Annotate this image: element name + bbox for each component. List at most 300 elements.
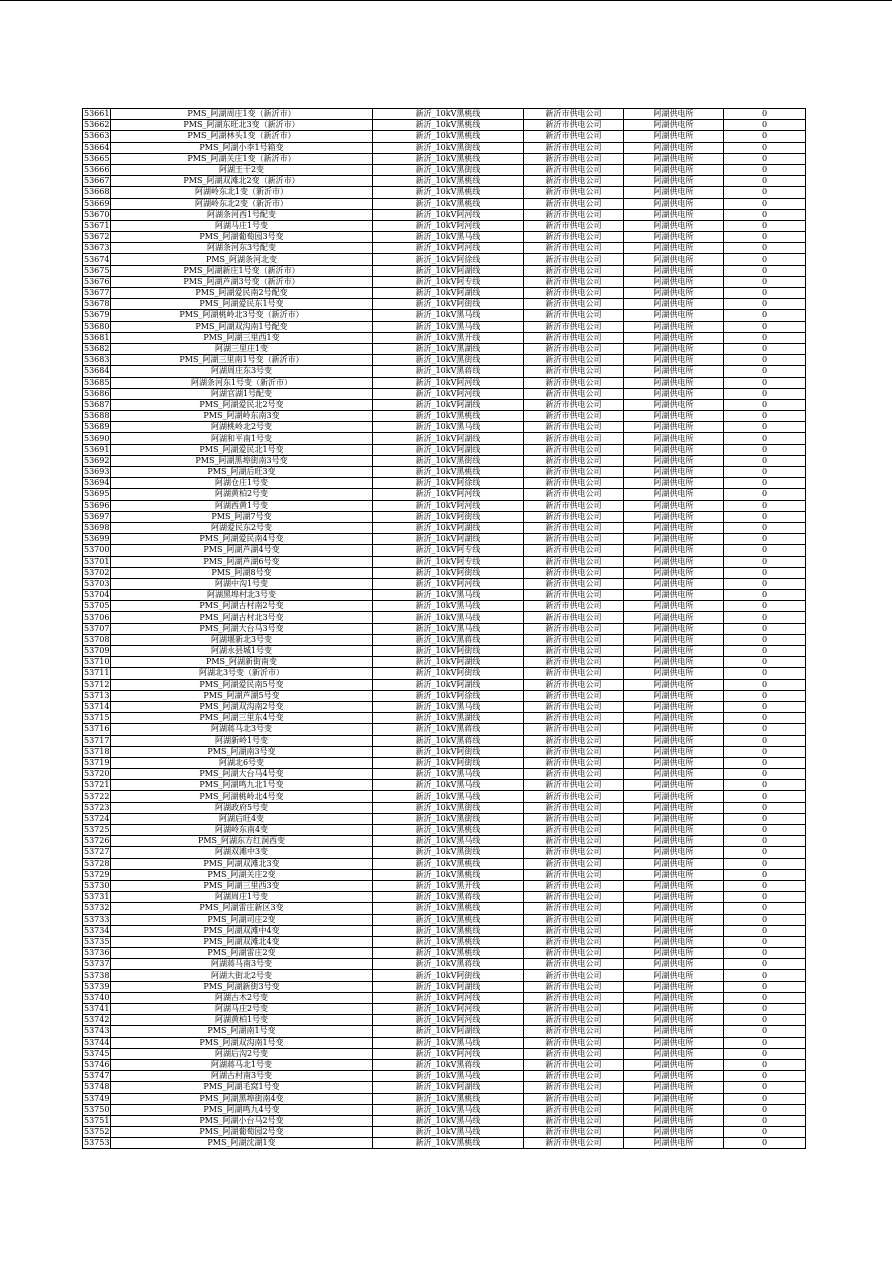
cell-station: 阿湖供电所 — [624, 981, 724, 992]
cell-row-id: 53751 — [84, 1115, 110, 1125]
cell-value: 0 — [724, 310, 806, 321]
cell-line-name: 新沂_10kV黑蒋线 — [373, 735, 524, 746]
cell-line-name: 新沂_10kV黑桃线 — [373, 1138, 524, 1149]
table-row — [83, 310, 806, 321]
cell-station: 阿湖供电所 — [624, 657, 724, 668]
table-row — [83, 892, 806, 903]
cell-company: 新沂市供电公司 — [524, 310, 624, 321]
cell-station: 阿湖供电所 — [624, 377, 724, 388]
cell-company: 新沂市供电公司 — [524, 1104, 624, 1115]
cell-row-id: 53672 — [84, 232, 110, 242]
cell-value: 0 — [724, 1082, 806, 1093]
cell-row-id: 53705 — [84, 601, 110, 611]
cell-value: 0 — [724, 836, 806, 847]
table-row — [83, 724, 806, 735]
cell-company: 新沂市供电公司 — [524, 836, 624, 847]
cell-transformer-name: PMS_阿湖芦湖3号变（新沂市） — [111, 276, 373, 287]
cell-transformer-name: 阿湖周庄1号变 — [111, 892, 373, 903]
cell-transformer-name: 阿湖古木2号变 — [111, 992, 373, 1003]
cell-transformer-name: PMS_阿湖东旺北3变（新沂市） — [111, 120, 373, 131]
cell-transformer-name: PMS_阿湖小台马2号变 — [111, 1115, 373, 1126]
cell-value: 0 — [724, 243, 806, 254]
cell-station: 阿湖供电所 — [624, 914, 724, 925]
cell-transformer-name: 阿湖大街北2号变 — [111, 970, 373, 981]
cell-row-id: 53679 — [84, 310, 110, 320]
table-row — [83, 444, 806, 455]
table-row — [83, 948, 806, 959]
cell-company: 新沂市供电公司 — [524, 668, 624, 679]
cell-company: 新沂市供电公司 — [524, 366, 624, 377]
cell-line-name: 新沂_10kV阿专线 — [373, 556, 524, 567]
cell-value: 0 — [724, 433, 806, 444]
cell-company: 新沂市供电公司 — [524, 724, 624, 735]
cell-row-id: 53731 — [84, 892, 110, 902]
cell-transformer-name: PMS_阿湖8号变 — [111, 567, 373, 578]
table-row — [83, 1093, 806, 1104]
cell-value: 0 — [724, 377, 806, 388]
cell-station: 阿湖供电所 — [624, 970, 724, 981]
cell-row-id: 53748 — [84, 1082, 110, 1092]
cell-value: 0 — [724, 925, 806, 936]
cell-value: 0 — [724, 892, 806, 903]
cell-line-name: 新沂_10kV阿河线 — [373, 388, 524, 399]
cell-station: 阿湖供电所 — [624, 1127, 724, 1138]
cell-value: 0 — [724, 411, 806, 422]
table-row — [83, 623, 806, 634]
cell-station: 阿湖供电所 — [624, 109, 724, 120]
table-row — [83, 959, 806, 970]
cell-transformer-name: PMS_阿湖林头1变（新沂市） — [111, 131, 373, 142]
cell-station: 阿湖供电所 — [624, 746, 724, 757]
cell-value: 0 — [724, 735, 806, 746]
cell-station: 阿湖供电所 — [624, 1015, 724, 1026]
table-row — [83, 1082, 806, 1093]
cell-value: 0 — [724, 1015, 806, 1026]
cell-line-name: 新沂_10kV阿湖线 — [373, 265, 524, 276]
cell-company: 新沂市供电公司 — [524, 959, 624, 970]
cell-transformer-name: 阿湖新岭1号变 — [111, 735, 373, 746]
table-row — [83, 690, 806, 701]
cell-row-id: 53715 — [84, 713, 110, 723]
cell-line-name: 新沂_10kV阿街线 — [373, 746, 524, 757]
cell-line-name: 新沂_10kV黑桃线 — [373, 131, 524, 142]
table-row — [83, 970, 806, 981]
cell-row-id: 53669 — [84, 198, 110, 208]
cell-transformer-name: PMS_阿湖桃岭北4号变 — [111, 791, 373, 802]
cell-company: 新沂市供电公司 — [524, 299, 624, 310]
cell-station: 阿湖供电所 — [624, 254, 724, 265]
cell-station: 阿湖供电所 — [624, 209, 724, 220]
cell-line-name: 新沂_10kV阿专线 — [373, 276, 524, 287]
cell-row-id: 53739 — [84, 981, 110, 991]
table-row — [83, 825, 806, 836]
cell-station: 阿湖供电所 — [624, 836, 724, 847]
table-row — [83, 187, 806, 198]
cell-station: 阿湖供电所 — [624, 444, 724, 455]
table-row — [83, 735, 806, 746]
cell-company: 新沂市供电公司 — [524, 735, 624, 746]
cell-station: 阿湖供电所 — [624, 1138, 724, 1149]
cell-row-id: 53743 — [84, 1026, 110, 1036]
cell-company: 新沂市供电公司 — [524, 142, 624, 153]
cell-company: 新沂市供电公司 — [524, 500, 624, 511]
cell-row-id: 53675 — [84, 265, 110, 275]
table-row — [83, 276, 806, 287]
cell-station: 阿湖供电所 — [624, 869, 724, 880]
table-row — [83, 288, 806, 299]
cell-station: 阿湖供电所 — [624, 332, 724, 343]
cell-line-name: 新沂_10kV阿湖线 — [373, 444, 524, 455]
cell-station: 阿湖供电所 — [624, 478, 724, 489]
cell-station: 阿湖供电所 — [624, 724, 724, 735]
cell-company: 新沂市供电公司 — [524, 288, 624, 299]
cell-value: 0 — [724, 791, 806, 802]
cell-transformer-name: 阿湖中沟1号变 — [111, 578, 373, 589]
table-row — [83, 388, 806, 399]
cell-value: 0 — [724, 478, 806, 489]
table-row — [83, 646, 806, 657]
table-row — [83, 422, 806, 433]
cell-company: 新沂市供电公司 — [524, 534, 624, 545]
cell-transformer-name: PMS_阿湖爱民南2号配变 — [111, 288, 373, 299]
cell-transformer-name: PMS_阿湖雷庄新区3变 — [111, 903, 373, 914]
cell-value: 0 — [724, 444, 806, 455]
cell-company: 新沂市供电公司 — [524, 556, 624, 567]
table-row — [83, 1138, 806, 1149]
cell-row-id: 53726 — [84, 836, 110, 846]
cell-row-id: 53684 — [84, 366, 110, 376]
cell-station: 阿湖供电所 — [624, 176, 724, 187]
cell-transformer-name: PMS_阿湖小李1号箱变 — [111, 142, 373, 153]
table-row — [83, 254, 806, 265]
cell-transformer-name: 阿湖蒋马南3号变 — [111, 959, 373, 970]
cell-value: 0 — [724, 232, 806, 243]
cell-row-id: 53740 — [84, 992, 110, 1002]
cell-transformer-name: PMS_阿湖7号变 — [111, 511, 373, 522]
table-row — [83, 209, 806, 220]
table-row — [83, 634, 806, 645]
cell-line-name: 新沂_10kV黑蒋线 — [373, 634, 524, 645]
cell-line-name: 新沂_10kV黑桃线 — [373, 903, 524, 914]
cell-station: 阿湖供电所 — [624, 735, 724, 746]
cell-row-id: 53663 — [84, 131, 110, 141]
cell-line-name: 新沂_10kV阿湖线 — [373, 288, 524, 299]
cell-row-id: 53687 — [84, 399, 110, 409]
cell-line-name: 新沂_10kV阿河线 — [373, 209, 524, 220]
table-row — [83, 1004, 806, 1015]
table-row — [83, 858, 806, 869]
cell-transformer-name: PMS_阿湖双滩中4变 — [111, 925, 373, 936]
cell-company: 新沂市供电公司 — [524, 802, 624, 813]
cell-transformer-name: 阿湖岭东北2变（新沂市） — [111, 198, 373, 209]
cell-row-id: 53712 — [84, 679, 110, 689]
table-row — [83, 769, 806, 780]
cell-station: 阿湖供电所 — [624, 959, 724, 970]
cell-transformer-name: PMS_阿湖双沟南1号变 — [111, 1037, 373, 1048]
cell-line-name: 新沂_10kV阿街线 — [373, 299, 524, 310]
table-row — [83, 1127, 806, 1138]
cell-transformer-name: PMS_阿湖葡萄园2号变 — [111, 1127, 373, 1138]
cell-value: 0 — [724, 109, 806, 120]
cell-station: 阿湖供电所 — [624, 802, 724, 813]
table-row — [83, 713, 806, 724]
cell-station: 阿湖供电所 — [624, 232, 724, 243]
cell-line-name: 新沂_10kV黑马线 — [373, 1115, 524, 1126]
table-row — [83, 109, 806, 120]
cell-transformer-name: PMS_阿湖三里西3变 — [111, 880, 373, 891]
cell-company: 新沂市供电公司 — [524, 265, 624, 276]
cell-row-id: 53674 — [84, 254, 110, 264]
cell-station: 阿湖供电所 — [624, 120, 724, 131]
cell-transformer-name: 阿湖王干2变 — [111, 164, 373, 175]
cell-company: 新沂市供电公司 — [524, 232, 624, 243]
cell-company: 新沂市供电公司 — [524, 657, 624, 668]
cell-transformer-name: 阿湖堰新北3号变 — [111, 634, 373, 645]
cell-transformer-name: PMS_阿湖沈湖1变 — [111, 1138, 373, 1149]
cell-station: 阿湖供电所 — [624, 1004, 724, 1015]
cell-row-id: 53681 — [84, 332, 110, 342]
cell-transformer-name: PMS_阿湖鸣九4号变 — [111, 1104, 373, 1115]
cell-transformer-name: PMS_阿湖桃岭北3号变（新沂市） — [111, 310, 373, 321]
cell-value: 0 — [724, 299, 806, 310]
cell-transformer-name: 阿湖古村南3号变 — [111, 1071, 373, 1082]
cell-company: 新沂市供电公司 — [524, 1004, 624, 1015]
cell-line-name: 新沂_10kV阿河线 — [373, 377, 524, 388]
cell-line-name: 新沂_10kV阿徐线 — [373, 690, 524, 701]
cell-company: 新沂市供电公司 — [524, 646, 624, 657]
cell-row-id: 53673 — [84, 243, 110, 253]
table-row — [83, 355, 806, 366]
cell-transformer-name: PMS_阿湖大台马4号变 — [111, 769, 373, 780]
cell-row-id: 53703 — [84, 578, 110, 588]
table-row — [83, 321, 806, 332]
cell-row-id: 53694 — [84, 478, 110, 488]
cell-station: 阿湖供电所 — [624, 131, 724, 142]
cell-transformer-name: PMS_阿湖鸣九北1号变 — [111, 780, 373, 791]
cell-company: 新沂市供电公司 — [524, 869, 624, 880]
cell-transformer-name: 阿湖黑埠村北3号变 — [111, 590, 373, 601]
cell-transformer-name: 阿湖仓庄1号变 — [111, 478, 373, 489]
cell-station: 阿湖供电所 — [624, 892, 724, 903]
cell-value: 0 — [724, 858, 806, 869]
table-row — [83, 511, 806, 522]
cell-company: 新沂市供电公司 — [524, 545, 624, 556]
cell-line-name: 新沂_10kV阿湖线 — [373, 522, 524, 533]
table-row — [83, 813, 806, 824]
cell-line-name: 新沂_10kV黑马线 — [373, 321, 524, 332]
cell-value: 0 — [724, 970, 806, 981]
cell-line-name: 新沂_10kV黑桃线 — [373, 825, 524, 836]
cell-value: 0 — [724, 1127, 806, 1138]
cell-company: 新沂市供电公司 — [524, 243, 624, 254]
cell-value: 0 — [724, 142, 806, 153]
cell-row-id: 53747 — [84, 1071, 110, 1081]
table-row — [83, 142, 806, 153]
cell-company: 新沂市供电公司 — [524, 478, 624, 489]
cell-line-name: 新沂_10kV阿河线 — [373, 1004, 524, 1015]
cell-company: 新沂市供电公司 — [524, 455, 624, 466]
cell-line-name: 新沂_10kV阿湖线 — [373, 1026, 524, 1037]
cell-row-id: 53662 — [84, 120, 110, 130]
cell-line-name: 新沂_10kV阿徐线 — [373, 478, 524, 489]
cell-transformer-name: 阿湖周庄东3号变 — [111, 366, 373, 377]
cell-row-id: 53686 — [84, 388, 110, 398]
cell-station: 阿湖供电所 — [624, 1104, 724, 1115]
table-row — [83, 399, 806, 410]
cell-transformer-name: 阿湖政府5号变 — [111, 802, 373, 813]
table-row — [83, 612, 806, 623]
cell-line-name: 新沂_10kV阿河线 — [373, 500, 524, 511]
cell-transformer-name: 阿湖北6号变 — [111, 757, 373, 768]
cell-company: 新沂市供电公司 — [524, 858, 624, 869]
cell-company: 新沂市供电公司 — [524, 936, 624, 947]
table-row — [83, 1015, 806, 1026]
cell-row-id: 53753 — [84, 1138, 110, 1148]
cell-value: 0 — [724, 959, 806, 970]
table-row — [83, 556, 806, 567]
cell-line-name: 新沂_10kV黑桃线 — [373, 869, 524, 880]
cell-value: 0 — [724, 612, 806, 623]
cell-transformer-name: PMS_阿湖新街南变 — [111, 657, 373, 668]
transformer-table — [82, 108, 806, 1149]
cell-transformer-name: PMS_阿湖双滩北3变 — [111, 858, 373, 869]
cell-row-id: 53701 — [84, 556, 110, 566]
cell-row-id: 53677 — [84, 288, 110, 298]
table-row — [83, 1048, 806, 1059]
cell-company: 新沂市供电公司 — [524, 780, 624, 791]
cell-value: 0 — [724, 847, 806, 858]
cell-value: 0 — [724, 209, 806, 220]
cell-transformer-name: PMS_阿湖新街3号变 — [111, 981, 373, 992]
cell-line-name: 新沂_10kV黑马线 — [373, 232, 524, 243]
cell-value: 0 — [724, 254, 806, 265]
cell-line-name: 新沂_10kV黑开线 — [373, 332, 524, 343]
cell-station: 阿湖供电所 — [624, 1048, 724, 1059]
table-row — [83, 455, 806, 466]
cell-line-name: 新沂_10kV黑马线 — [373, 1104, 524, 1115]
cell-value: 0 — [724, 903, 806, 914]
table-row — [83, 153, 806, 164]
cell-value: 0 — [724, 388, 806, 399]
cell-station: 阿湖供电所 — [624, 1059, 724, 1070]
cell-company: 新沂市供电公司 — [524, 578, 624, 589]
cell-transformer-name: PMS_阿湖大台马3号变 — [111, 623, 373, 634]
cell-station: 阿湖供电所 — [624, 534, 724, 545]
cell-value: 0 — [724, 187, 806, 198]
cell-company: 新沂市供电公司 — [524, 601, 624, 612]
cell-station: 阿湖供电所 — [624, 399, 724, 410]
table-row — [83, 265, 806, 276]
table-row — [83, 914, 806, 925]
cell-company: 新沂市供电公司 — [524, 164, 624, 175]
cell-transformer-name: PMS_阿湖三里西1变 — [111, 332, 373, 343]
cell-value: 0 — [724, 355, 806, 366]
cell-station: 阿湖供电所 — [624, 433, 724, 444]
cell-value: 0 — [724, 545, 806, 556]
table-row — [83, 869, 806, 880]
cell-transformer-name: PMS_阿湖黑埠街南4变 — [111, 1093, 373, 1104]
cell-company: 新沂市供电公司 — [524, 187, 624, 198]
cell-station: 阿湖供电所 — [624, 578, 724, 589]
cell-company: 新沂市供电公司 — [524, 713, 624, 724]
cell-value: 0 — [724, 813, 806, 824]
cell-line-name: 新沂_10kV黑桃线 — [373, 187, 524, 198]
cell-transformer-name: 阿湖北3号变（新沂市） — [111, 668, 373, 679]
cell-company: 新沂市供电公司 — [524, 612, 624, 623]
cell-company: 新沂市供电公司 — [524, 769, 624, 780]
cell-station: 阿湖供电所 — [624, 153, 724, 164]
cell-station: 阿湖供电所 — [624, 668, 724, 679]
cell-station: 阿湖供电所 — [624, 601, 724, 612]
cell-company: 新沂市供电公司 — [524, 813, 624, 824]
table-row — [83, 567, 806, 578]
cell-company: 新沂市供电公司 — [524, 690, 624, 701]
cell-transformer-name: 阿湖马庄1号变 — [111, 220, 373, 231]
page-top-rule — [0, 0, 892, 1]
table-row — [83, 981, 806, 992]
cell-row-id: 53723 — [84, 802, 110, 812]
cell-row-id: 53721 — [84, 780, 110, 790]
cell-line-name: 新沂_10kV黑马线 — [373, 422, 524, 433]
cell-transformer-name: PMS_阿湖古村南2号变 — [111, 601, 373, 612]
cell-row-id: 53690 — [84, 433, 110, 443]
cell-line-name: 新沂_10kV黑桃线 — [373, 411, 524, 422]
cell-row-id: 53749 — [84, 1093, 110, 1103]
cell-station: 阿湖供电所 — [624, 925, 724, 936]
table-row — [83, 1104, 806, 1115]
cell-value: 0 — [724, 511, 806, 522]
cell-station: 阿湖供电所 — [624, 646, 724, 657]
cell-transformer-name: PMS_阿湖雷庄2变 — [111, 948, 373, 959]
cell-company: 新沂市供电公司 — [524, 590, 624, 601]
cell-company: 新沂市供电公司 — [524, 355, 624, 366]
table-row — [83, 925, 806, 936]
cell-row-id: 53691 — [84, 444, 110, 454]
cell-station: 阿湖供电所 — [624, 467, 724, 478]
cell-row-id: 53713 — [84, 690, 110, 700]
cell-value: 0 — [724, 500, 806, 511]
cell-station: 阿湖供电所 — [624, 1093, 724, 1104]
cell-row-id: 53728 — [84, 858, 110, 868]
cell-line-name: 新沂_10kV阿湖线 — [373, 981, 524, 992]
table-row — [83, 657, 806, 668]
cell-value: 0 — [724, 164, 806, 175]
cell-company: 新沂市供电公司 — [524, 567, 624, 578]
table-row — [83, 1037, 806, 1048]
cell-value: 0 — [724, 567, 806, 578]
table-row — [83, 489, 806, 500]
cell-company: 新沂市供电公司 — [524, 176, 624, 187]
cell-row-id: 53722 — [84, 791, 110, 801]
cell-station: 阿湖供电所 — [624, 220, 724, 231]
cell-company: 新沂市供电公司 — [524, 489, 624, 500]
cell-transformer-name: 阿湖蒋马北3号变 — [111, 724, 373, 735]
table-row — [83, 299, 806, 310]
cell-row-id: 53719 — [84, 757, 110, 767]
cell-value: 0 — [724, 825, 806, 836]
cell-row-id: 53744 — [84, 1037, 110, 1047]
cell-value: 0 — [724, 1071, 806, 1082]
cell-station: 阿湖供电所 — [624, 713, 724, 724]
table-row — [83, 791, 806, 802]
cell-station: 阿湖供电所 — [624, 903, 724, 914]
cell-transformer-name: PMS_阿湖岭东南3变 — [111, 411, 373, 422]
cell-line-name: 新沂_10kV黑街线 — [373, 847, 524, 858]
cell-company: 新沂市供电公司 — [524, 388, 624, 399]
cell-transformer-name: PMS_阿湖芦湖5号变 — [111, 690, 373, 701]
cell-row-id: 53706 — [84, 612, 110, 622]
cell-company: 新沂市供电公司 — [524, 623, 624, 634]
